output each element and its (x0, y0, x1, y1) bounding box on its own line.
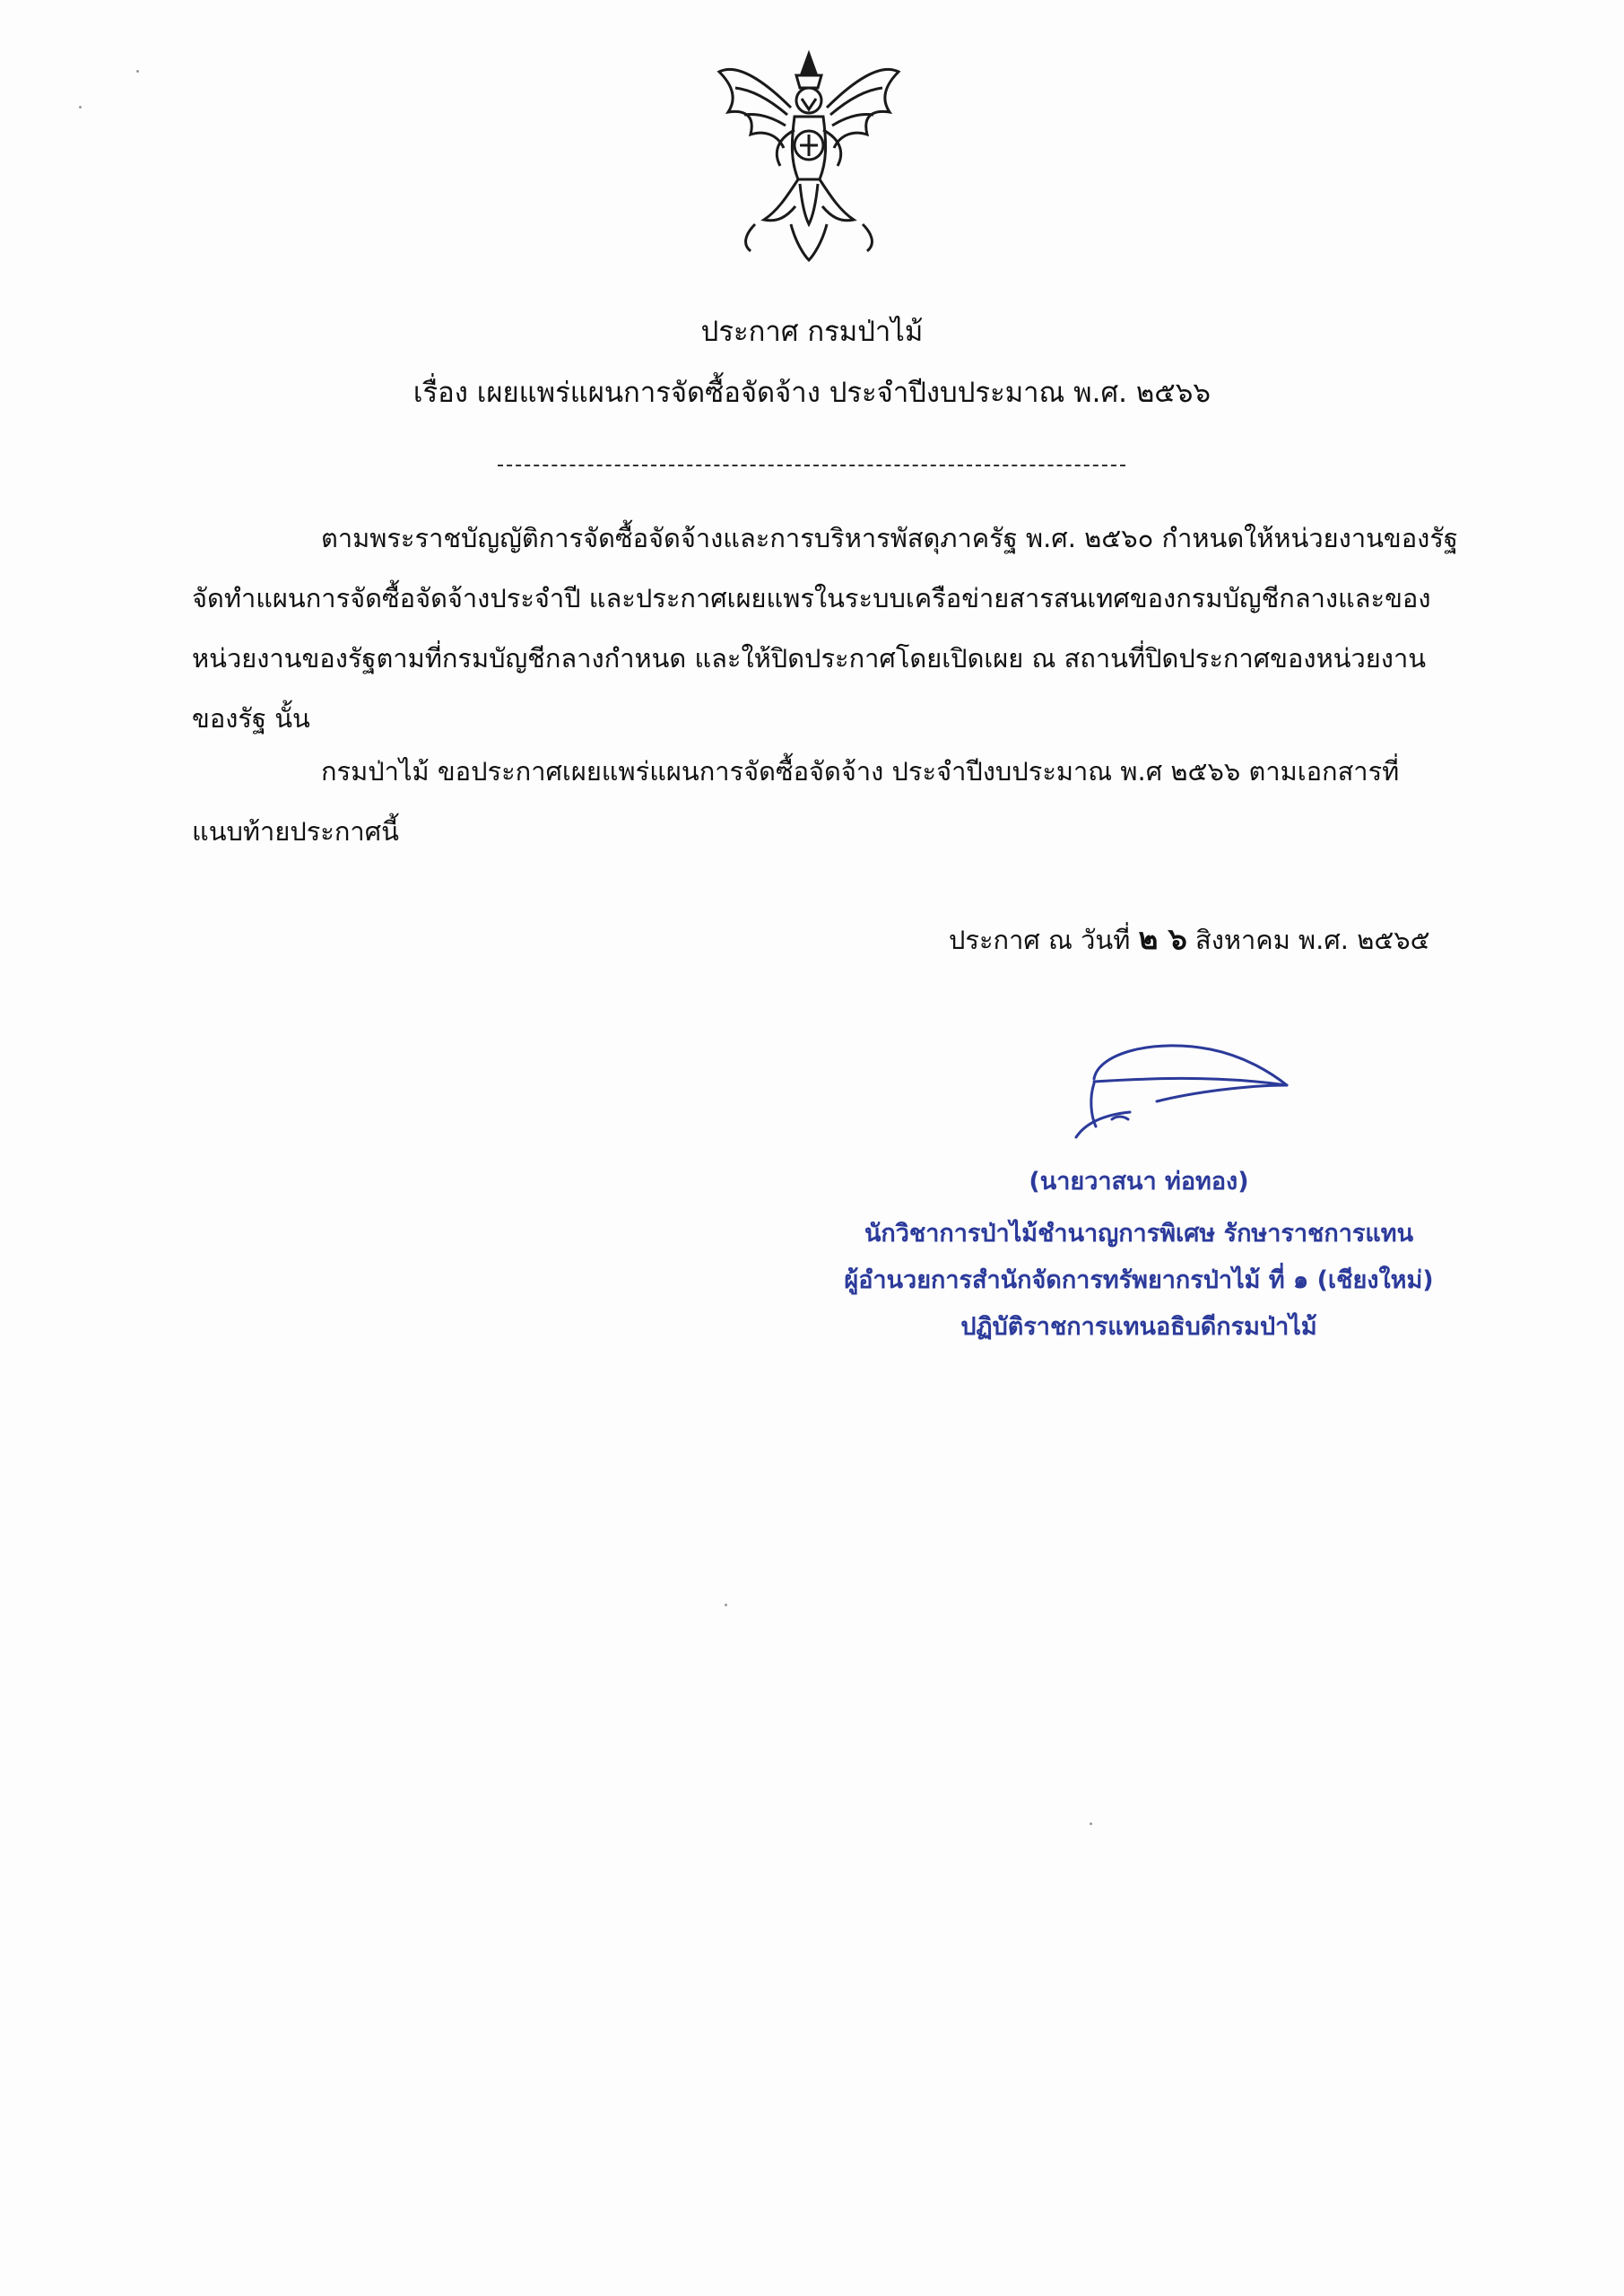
signer-position-2: ผู้อำนวยการสำนักจัดการทรัพยากรป่าไม้ ที่ ๑ (เชียงใหม่) (844, 1266, 1434, 1294)
paragraph1-line4: ของรัฐ นั้น (192, 703, 310, 734)
garuda-emblem-icon (701, 45, 916, 265)
paragraph1-line3: หน่วยงานของรัฐตามที่กรมบัญชีกลางกำหนด และให้ปิดประกาศโดยเปิดเผย ณ สถานที่ปิดประกาศของหน่วยงาน (192, 643, 1427, 674)
signer-position-1: นักวิชาการป่าไม้ชำนาญการพิเศษ รักษาราชการแทน (864, 1220, 1414, 1248)
date-prefix: ประกาศ ณ วันที่ (949, 925, 1131, 955)
paragraph2-line2: แนบท้ายประกาศนี้ (192, 816, 399, 847)
signer-position-3: ปฏิบัติราชการแทนอธิบดีกรมป่าไม้ (960, 1313, 1317, 1341)
announcement-title: ประกาศ กรมป่าไม้ (700, 316, 924, 348)
scan-speck (1090, 1822, 1092, 1825)
paragraph1-line2: จัดทำแผนการจัดซื้อจัดจ้างประจำปี และประกาศเผยแพรในระบบเครือข่ายสารสนเทศของกรมบัญชีกลางและของ (192, 583, 1431, 613)
paragraph2-line1: กรมป่าไม้ ขอประกาศเผยแพร่แผนการจัดซื้อจัดจ้าง ประจำปีงบประมาณ พ.ศ ๒๕๖๖ ตามเอกสารที่ (321, 756, 1400, 787)
scan-speck (725, 1604, 727, 1606)
date-suffix: สิงหาคม พ.ศ. ๒๕๖๕ (1195, 925, 1430, 955)
announcement-subject: เรื่อง เผยแพร่แผนการจัดซื้อจัดจ้าง ประจำปีงบประมาณ พ.ศ. ๒๕๖๖ (413, 377, 1211, 409)
scan-speck (79, 106, 82, 109)
date-day: ๒ ๖ (1138, 921, 1187, 956)
separator-line (498, 465, 1125, 466)
paragraph1-line1: ตามพระราชบัญญัติการจัดซื้อจัดจ้างและการบริหารพัสดุภาครัฐ พ.ศ. ๒๕๖๐ กำหนดให้หน่วยงานของรัฐ (321, 523, 1458, 553)
signer-name: (นายวาสนา ท่อทอง) (1029, 1168, 1249, 1196)
handwritten-signature-icon (1058, 1030, 1291, 1146)
scan-speck (136, 70, 139, 73)
announcement-date (949, 921, 1430, 958)
